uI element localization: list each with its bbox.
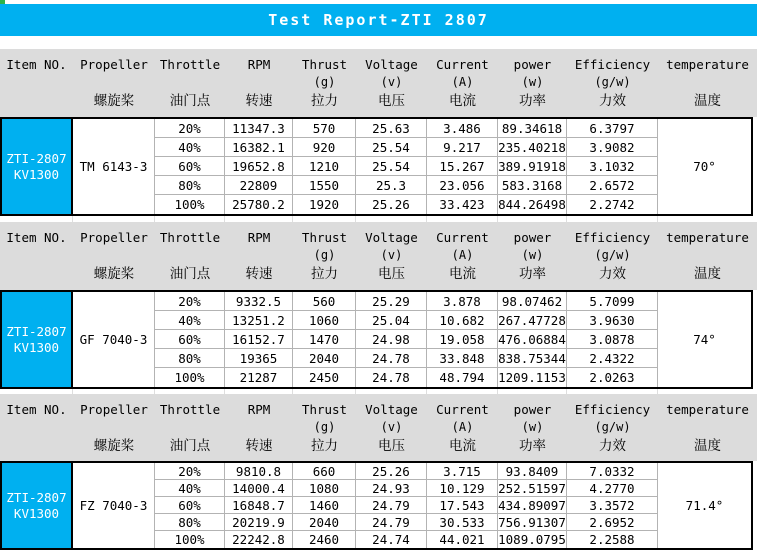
rpm-value-cell: 11347.3	[225, 119, 293, 138]
grid-gap-cell	[155, 216, 225, 222]
grid-gap-cell	[427, 216, 498, 222]
thrust-value-cell: 1550	[293, 176, 356, 195]
column-label-cn-temperature: 温度	[694, 438, 721, 454]
grid-gap-cell	[567, 216, 658, 222]
column-label-en-item: Item NO.	[6, 230, 67, 245]
column-label-cn-propeller: 螺旋桨	[93, 266, 135, 282]
column-label-en-propeller: Propeller	[80, 230, 148, 245]
column-unit-thrust: (g)	[313, 420, 336, 434]
throttle-value-cell: 80%	[155, 514, 225, 531]
thrust-value-cell: 1060	[293, 311, 356, 330]
current-value-cell: 48.794	[427, 368, 498, 387]
grid-gap-cell	[293, 216, 356, 222]
grid-gap-row-2	[0, 389, 752, 394]
voltage-value-cell: 25.26	[356, 195, 427, 214]
thrust-value-cell: 2460	[293, 531, 356, 548]
column-unit-voltage: (v)	[380, 75, 403, 89]
column-label-en-power: power	[513, 230, 552, 245]
throttle-value-cell: 20%	[155, 292, 225, 311]
column-label-cn-throttle: 油门点	[169, 438, 211, 454]
column-label-cn-propeller: 螺旋桨	[93, 93, 135, 109]
column-header-throttle	[155, 227, 225, 290]
column-label-cn-throttle: 油门点	[169, 93, 211, 109]
throttle-value-cell: 40%	[155, 311, 225, 330]
thrust-value-cell: 1460	[293, 497, 356, 514]
grid-gap-cell	[225, 216, 293, 222]
thrust-value-cell: 560	[293, 292, 356, 311]
power-value-cell: 93.8409	[498, 463, 567, 480]
column-header-thrust	[293, 54, 356, 117]
item-no-line2: KV1300	[13, 166, 60, 182]
column-label-en-thrust: Thrust	[301, 402, 348, 417]
efficiency-value-cell: 3.3572	[567, 497, 658, 514]
efficiency-value-cell: 3.1032	[567, 157, 658, 176]
current-value-cell: 15.267	[427, 157, 498, 176]
current-value-cell: 19.058	[427, 330, 498, 349]
column-label-en-item: Item NO.	[6, 57, 67, 72]
grid-gap-row-1	[0, 216, 752, 222]
thrust-value-cell: 1920	[293, 195, 356, 214]
voltage-value-cell: 24.98	[356, 330, 427, 349]
column-header-thrust	[293, 399, 356, 461]
column-header-power	[498, 399, 567, 461]
voltage-value-cell: 25.54	[356, 138, 427, 157]
voltage-value-cell: 25.54	[356, 157, 427, 176]
efficiency-value-cell: 3.9630	[567, 311, 658, 330]
grid-gap-cell	[0, 389, 73, 394]
column-label-en-voltage: Voltage	[365, 57, 418, 72]
data-block-1	[0, 117, 753, 216]
column-label-cn-current: 电流	[449, 93, 476, 109]
item-no-line2: KV1300	[13, 505, 60, 521]
voltage-value-cell: 24.74	[356, 531, 427, 548]
column-label-en-voltage: Voltage	[365, 230, 418, 245]
column-label-en-efficiency: Efficiency	[574, 230, 651, 245]
column-unit-voltage: (v)	[380, 248, 403, 262]
efficiency-value-cell: 2.6952	[567, 514, 658, 531]
column-label-en-rpm: RPM	[247, 402, 271, 417]
grid-gap-cell	[567, 389, 658, 394]
efficiency-value-cell: 2.6572	[567, 176, 658, 195]
efficiency-value-cell: 2.0263	[567, 368, 658, 387]
efficiency-value-cell: 2.4322	[567, 349, 658, 368]
report-title: Test Report-ZTI 2807	[268, 11, 489, 29]
column-header-current	[427, 227, 498, 290]
grid-gap-cell	[73, 389, 155, 394]
column-label-cn-voltage: 电压	[378, 438, 405, 454]
current-value-cell: 3.878	[427, 292, 498, 311]
column-label-cn-power: 功率	[519, 438, 546, 454]
power-value-cell: 756.91307	[498, 514, 566, 530]
rpm-value-cell: 25780.2	[225, 195, 293, 214]
throttle-value-cell: 80%	[155, 349, 225, 368]
current-value-cell: 10.682	[427, 311, 498, 330]
grid-gap-cell	[155, 389, 225, 394]
data-block-3	[0, 461, 753, 550]
column-header-voltage	[356, 54, 427, 117]
voltage-value-cell: 25.63	[356, 119, 427, 138]
column-header-current	[427, 399, 498, 461]
thrust-value-cell: 660	[293, 463, 356, 480]
column-unit-efficiency: (g/w)	[594, 248, 631, 262]
throttle-value-cell: 100%	[155, 368, 225, 387]
item-no-cell	[2, 463, 73, 548]
rpm-value-cell: 19652.8	[225, 157, 293, 176]
efficiency-value-cell: 2.2742	[567, 195, 658, 214]
column-label-cn-efficiency: 力效	[599, 266, 626, 282]
column-label-cn-temperature: 温度	[694, 93, 721, 109]
propeller-cell: GF 7040-3	[73, 292, 155, 387]
efficiency-value-cell: 3.0878	[567, 330, 658, 349]
grid-gap-cell	[356, 216, 427, 222]
current-value-cell: 33.423	[427, 195, 498, 214]
column-header-item	[0, 399, 73, 461]
column-label-en-thrust: Thrust	[301, 57, 348, 72]
table-header-row-2	[0, 222, 757, 290]
power-value-cell: 1089.0795	[498, 532, 566, 547]
rpm-value-cell: 16152.7	[225, 330, 293, 349]
rpm-value-cell: 20219.9	[225, 514, 293, 531]
rpm-value-cell: 13251.2	[225, 311, 293, 330]
column-header-voltage	[356, 227, 427, 290]
column-label-cn-voltage: 电压	[378, 93, 405, 109]
column-header-item	[0, 227, 73, 290]
thrust-value-cell: 570	[293, 119, 356, 138]
power-value-cell: 838.75344	[498, 349, 567, 368]
column-label-cn-efficiency: 力效	[599, 438, 626, 454]
column-label-cn-thrust: 拉力	[311, 93, 338, 109]
thrust-value-cell: 1080	[293, 480, 356, 497]
grid-gap-cell	[225, 389, 293, 394]
grid-gap-cell	[0, 216, 73, 222]
column-label-en-propeller: Propeller	[80, 57, 148, 72]
thrust-value-cell: 2040	[293, 514, 356, 531]
column-label-en-power: power	[513, 57, 552, 72]
item-no-cell	[2, 119, 73, 214]
column-label-cn-current: 电流	[449, 266, 476, 282]
voltage-value-cell: 25.26	[356, 463, 427, 480]
propeller-cell: FZ 7040-3	[73, 463, 155, 548]
current-value-cell: 30.533	[427, 514, 498, 531]
power-value-cell: 583.3168	[498, 176, 567, 195]
voltage-value-cell: 24.78	[356, 368, 427, 387]
column-label-cn-rpm: 转速	[245, 438, 273, 454]
grid-gap-cell	[498, 389, 567, 394]
column-unit-efficiency: (g/w)	[594, 420, 631, 434]
column-header-temperature	[658, 227, 757, 290]
column-header-voltage	[356, 399, 427, 461]
power-value-cell: 89.34618	[498, 119, 567, 138]
voltage-value-cell: 25.04	[356, 311, 427, 330]
thrust-value-cell: 2450	[293, 368, 356, 387]
column-header-temperature	[658, 54, 757, 117]
report-title-bar	[0, 4, 757, 36]
voltage-value-cell: 24.78	[356, 349, 427, 368]
column-label-en-propeller: Propeller	[80, 402, 148, 417]
column-header-throttle	[155, 399, 225, 461]
column-header-power	[498, 227, 567, 290]
grid-gap-cell	[293, 389, 356, 394]
throttle-value-cell: 60%	[155, 497, 225, 514]
current-value-cell: 9.217	[427, 138, 498, 157]
throttle-value-cell: 20%	[155, 463, 225, 480]
throttle-value-cell: 20%	[155, 119, 225, 138]
column-header-power	[498, 54, 567, 117]
power-value-cell: 98.07462	[498, 292, 567, 311]
column-header-efficiency	[567, 54, 658, 117]
rpm-value-cell: 14000.4	[225, 480, 293, 497]
thrust-value-cell: 920	[293, 138, 356, 157]
voltage-value-cell: 25.3	[356, 176, 427, 195]
column-label-en-temperature: temperature	[666, 402, 749, 417]
data-block-2	[0, 290, 753, 389]
column-label-en-throttle: Throttle	[159, 230, 221, 245]
temperature-cell: 71.4°	[685, 498, 724, 513]
column-label-en-power: power	[513, 402, 552, 417]
column-header-propeller	[73, 227, 155, 290]
rpm-value-cell: 9332.5	[225, 292, 293, 311]
grid-gap-cell	[427, 389, 498, 394]
column-label-cn-throttle: 油门点	[169, 266, 211, 282]
column-header-efficiency	[567, 227, 658, 290]
rpm-value-cell: 16382.1	[225, 138, 293, 157]
rpm-value-cell: 21287	[225, 368, 293, 387]
column-unit-power: (w)	[521, 420, 544, 434]
efficiency-value-cell: 6.3797	[567, 119, 658, 138]
power-value-cell: 389.91918	[498, 157, 567, 176]
grid-gap-cell	[658, 389, 752, 394]
column-label-cn-power: 功率	[519, 93, 546, 109]
column-label-en-current: Current	[436, 57, 489, 72]
item-no-line1: ZTI-2807	[6, 323, 67, 339]
rpm-value-cell: 9810.8	[225, 463, 293, 480]
throttle-value-cell: 100%	[155, 195, 225, 214]
column-label-cn-current: 电流	[449, 438, 476, 454]
column-unit-current: (A)	[451, 420, 474, 434]
column-label-en-rpm: RPM	[247, 230, 271, 245]
column-label-cn-thrust: 拉力	[311, 266, 338, 282]
efficiency-value-cell: 2.2588	[567, 531, 658, 548]
column-unit-power: (w)	[521, 75, 544, 89]
column-unit-current: (A)	[451, 248, 474, 262]
voltage-value-cell: 24.79	[356, 514, 427, 531]
current-value-cell: 3.715	[427, 463, 498, 480]
thrust-value-cell: 1470	[293, 330, 356, 349]
column-label-cn-propeller: 螺旋桨	[93, 438, 135, 454]
column-header-rpm	[225, 227, 293, 290]
current-value-cell: 23.056	[427, 176, 498, 195]
power-value-cell: 844.26498	[498, 197, 566, 212]
column-label-cn-power: 功率	[519, 266, 546, 282]
efficiency-value-cell: 3.9082	[567, 138, 658, 157]
current-value-cell: 33.848	[427, 349, 498, 368]
column-label-en-efficiency: Efficiency	[574, 402, 651, 417]
column-label-cn-voltage: 电压	[378, 266, 405, 282]
power-value-cell: 434.89097	[498, 497, 566, 513]
column-label-en-thrust: Thrust	[301, 230, 348, 245]
thrust-value-cell: 1210	[293, 157, 356, 176]
efficiency-value-cell: 7.0332	[567, 463, 658, 480]
propeller-cell: TM 6143-3	[73, 119, 155, 214]
thrust-value-cell: 2040	[293, 349, 356, 368]
column-label-en-current: Current	[436, 230, 489, 245]
item-no-line1: ZTI-2807	[6, 489, 67, 505]
grid-gap-cell	[498, 216, 567, 222]
column-unit-thrust: (g)	[313, 248, 336, 262]
current-value-cell: 44.021	[427, 531, 498, 548]
column-label-en-current: Current	[436, 402, 489, 417]
grid-gap-cell	[356, 389, 427, 394]
throttle-value-cell: 40%	[155, 138, 225, 157]
efficiency-value-cell: 5.7099	[567, 292, 658, 311]
column-label-en-item: Item NO.	[6, 402, 67, 417]
column-label-cn-temperature: 温度	[694, 266, 721, 282]
voltage-value-cell: 25.29	[356, 292, 427, 311]
item-no-line1: ZTI-2807	[6, 150, 67, 166]
column-label-cn-rpm: 转速	[245, 93, 273, 109]
item-no-line2: KV1300	[13, 339, 60, 355]
column-header-temperature	[658, 399, 757, 461]
column-label-en-temperature: temperature	[666, 230, 749, 245]
column-header-throttle	[155, 54, 225, 117]
power-value-cell: 476.06884	[498, 330, 567, 349]
throttle-value-cell: 60%	[155, 330, 225, 349]
column-header-propeller	[73, 399, 155, 461]
power-value-cell: 235.40218	[498, 138, 567, 157]
grid-gap-cell	[658, 216, 752, 222]
temperature-cell: 74°	[693, 332, 716, 347]
voltage-value-cell: 24.93	[356, 480, 427, 497]
rpm-value-cell: 19365	[225, 349, 293, 368]
current-value-cell: 3.486	[427, 119, 498, 138]
column-header-propeller	[73, 54, 155, 117]
column-unit-thrust: (g)	[313, 75, 336, 89]
temperature-cell: 70°	[693, 159, 716, 174]
current-value-cell: 17.543	[427, 497, 498, 514]
column-label-en-rpm: RPM	[247, 57, 271, 72]
rpm-value-cell: 22809	[225, 176, 293, 195]
item-no-cell	[2, 292, 73, 387]
column-label-cn-thrust: 拉力	[311, 438, 338, 454]
current-value-cell: 10.129	[427, 480, 498, 497]
throttle-value-cell: 60%	[155, 157, 225, 176]
table-header-row-3	[0, 394, 757, 461]
column-header-rpm	[225, 54, 293, 117]
column-label-en-throttle: Throttle	[159, 402, 221, 417]
column-unit-voltage: (v)	[380, 420, 403, 434]
rpm-value-cell: 22242.8	[225, 531, 293, 548]
column-unit-current: (A)	[451, 75, 474, 89]
column-header-item	[0, 54, 73, 117]
column-header-thrust	[293, 227, 356, 290]
efficiency-value-cell: 4.2770	[567, 480, 658, 497]
column-header-rpm	[225, 399, 293, 461]
table-header-row-1	[0, 49, 757, 117]
column-label-cn-rpm: 转速	[245, 266, 273, 282]
power-value-cell: 267.47728	[498, 311, 567, 330]
throttle-value-cell: 40%	[155, 480, 225, 497]
column-header-efficiency	[567, 399, 658, 461]
rpm-value-cell: 16848.7	[225, 497, 293, 514]
throttle-value-cell: 80%	[155, 176, 225, 195]
grid-gap-cell	[73, 216, 155, 222]
column-header-current	[427, 54, 498, 117]
column-unit-power: (w)	[521, 248, 544, 262]
column-label-en-efficiency: Efficiency	[574, 57, 651, 72]
column-label-en-voltage: Voltage	[365, 402, 418, 417]
column-label-en-temperature: temperature	[666, 57, 749, 72]
throttle-value-cell: 100%	[155, 531, 225, 548]
power-value-cell: 1209.1153	[498, 370, 566, 385]
voltage-value-cell: 24.79	[356, 497, 427, 514]
column-unit-efficiency: (g/w)	[594, 75, 631, 89]
column-label-en-throttle: Throttle	[159, 57, 221, 72]
column-label-cn-efficiency: 力效	[599, 93, 626, 109]
power-value-cell: 252.51597	[498, 480, 566, 496]
